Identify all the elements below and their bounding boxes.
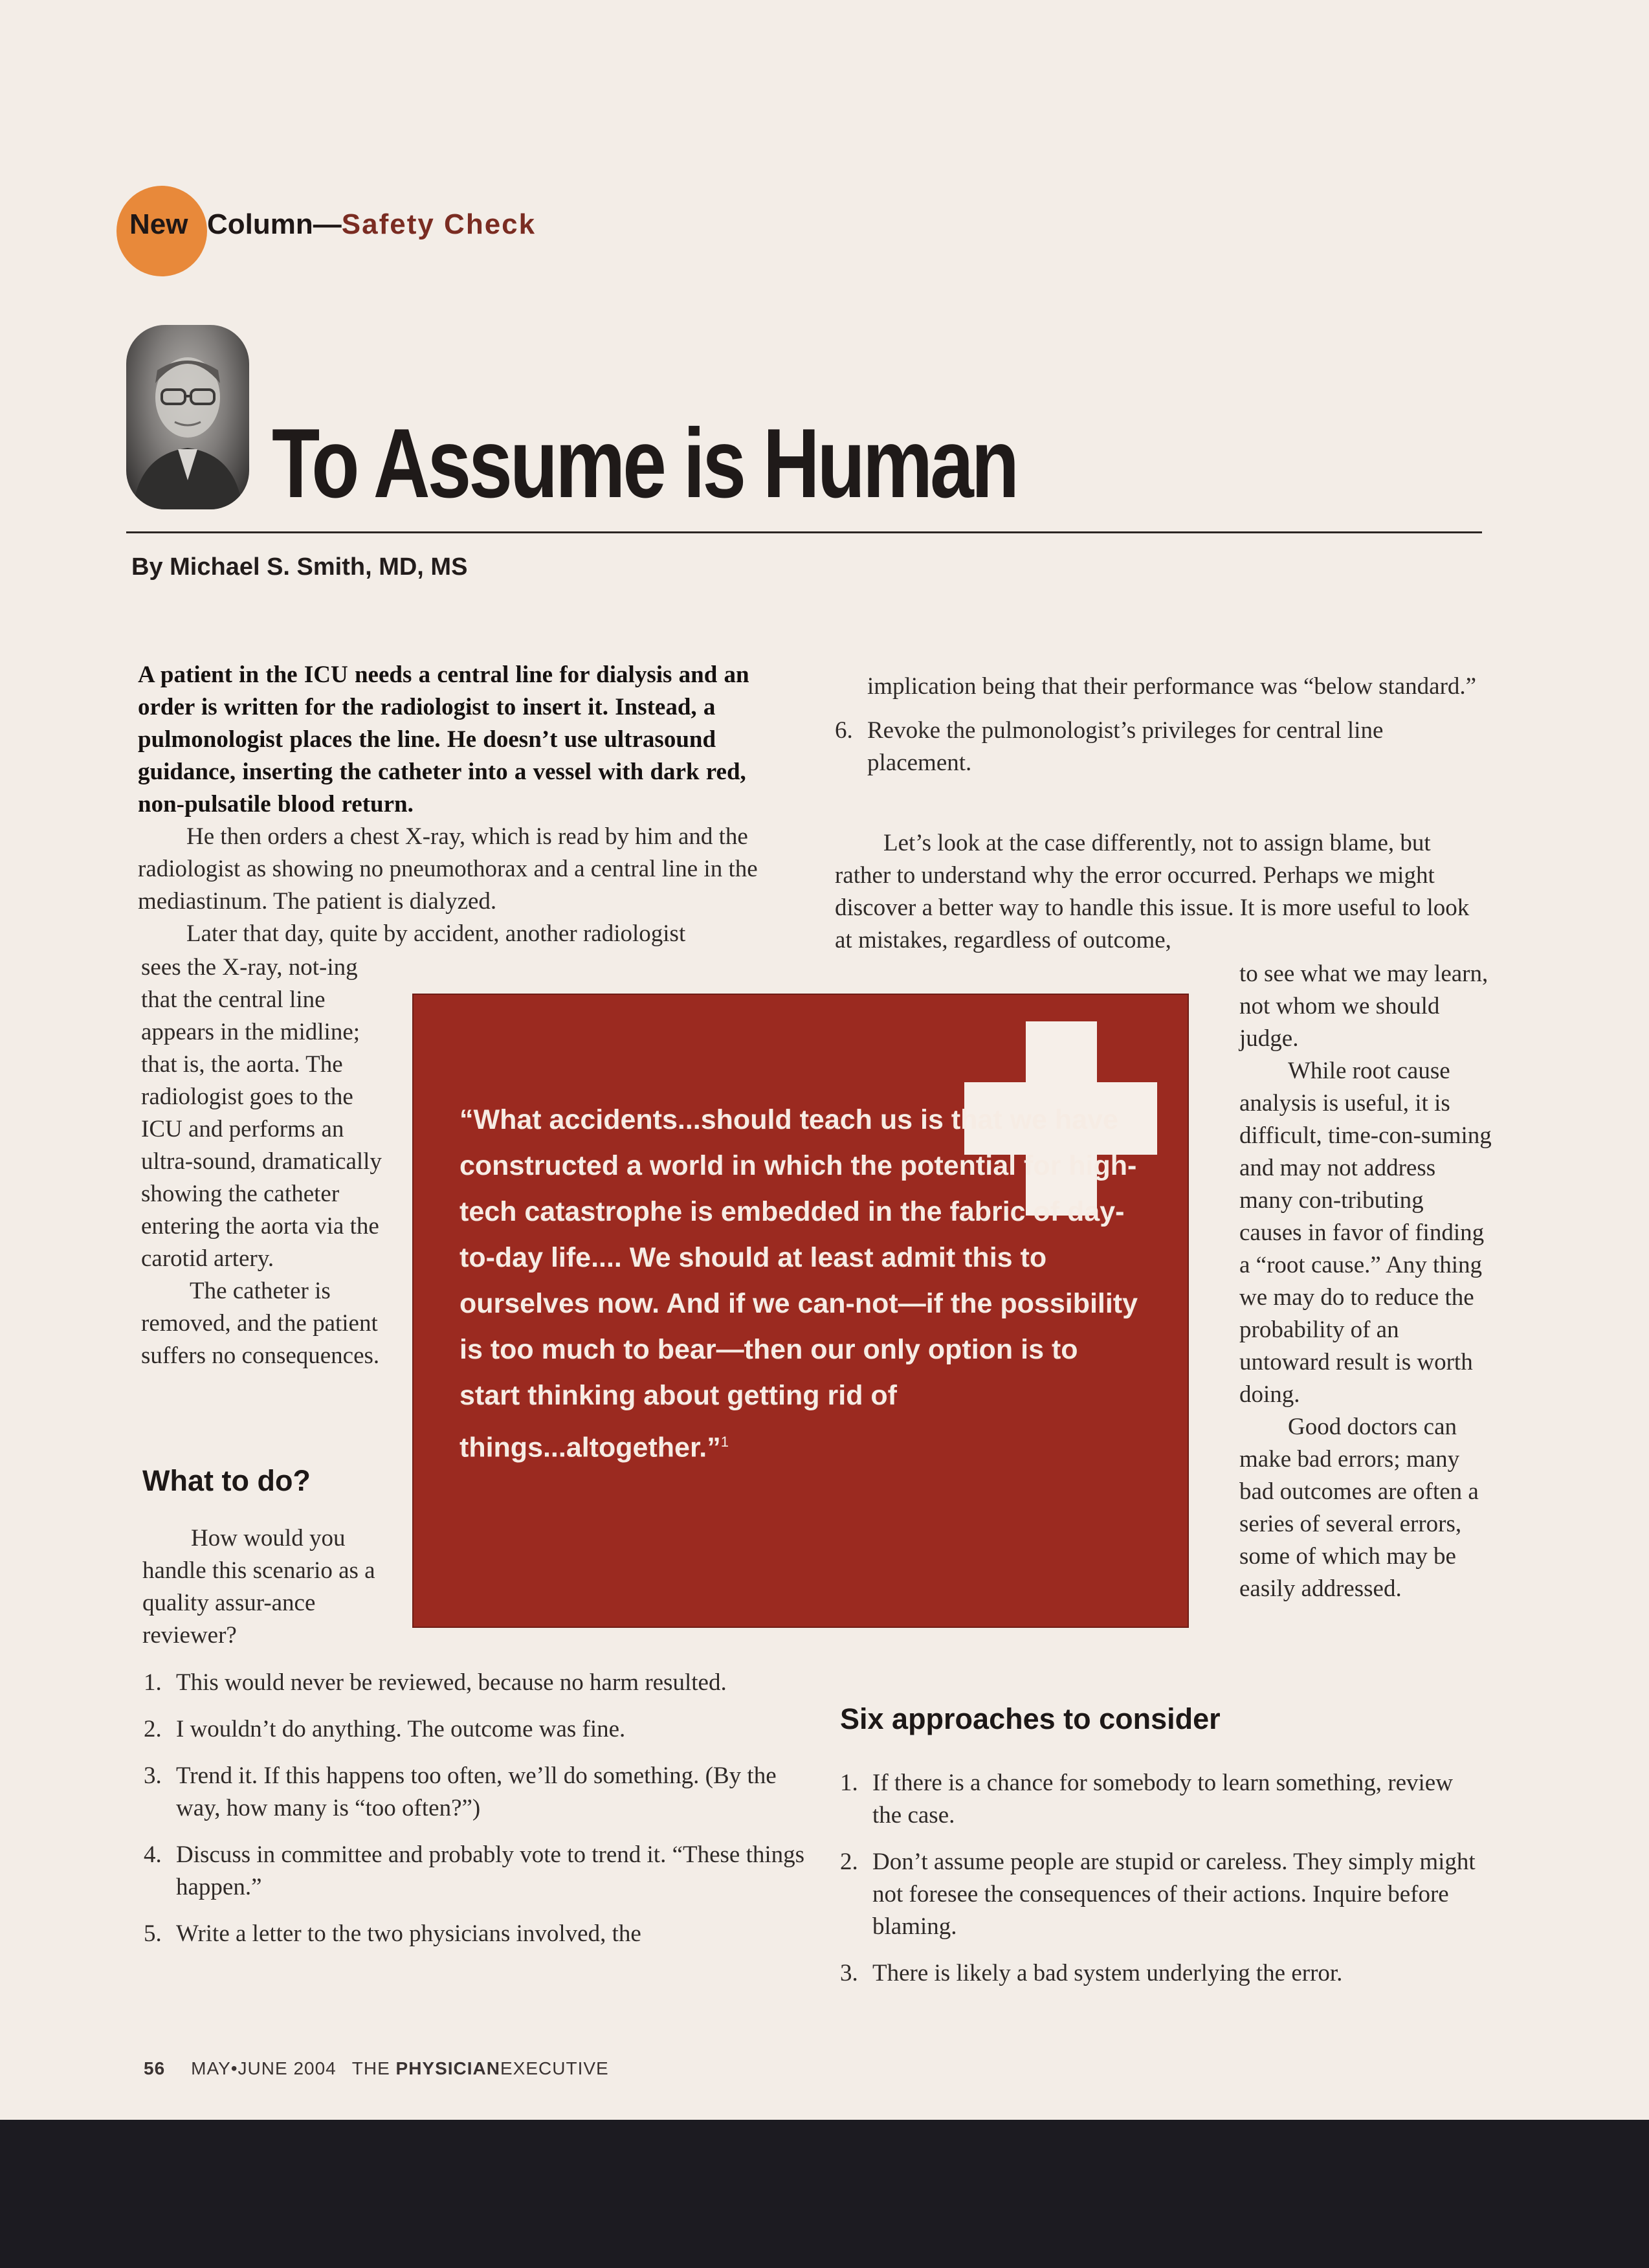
scenario-text [142,1522,375,1652]
list-text: implication being that their performance was “below standard.” [867,673,1477,700]
list-text: Write a letter to the two physicians involved, the [176,1920,641,1947]
list-item [840,1767,1487,1832]
list-number: 1. [840,1770,858,1796]
list-item [144,1667,817,1699]
scanner-background [0,2120,1649,2268]
list-text: If there is a chance for somebody to learn something, review the case. [872,1770,1453,1829]
list-number: 2. [840,1849,858,1875]
page-footer [144,2058,609,2079]
list-text: Revoke the pulmonologist’s privileges for central line placement. [867,717,1384,776]
publication-executive: EXECUTIVE [500,2058,609,2078]
list-text: I wouldn’t do anything. The outcome was fine. [176,1716,626,1742]
badge-new-label: New [129,208,188,240]
continued-list [835,671,1489,779]
issue-date: MAY•JUNE 2004 [191,2058,337,2078]
list-item [840,1957,1487,1990]
list-item [144,1839,817,1904]
narrow-text-right [1239,958,1492,1605]
body-paragraph: to see what we may learn, not whom we should judge. [1239,961,1489,1052]
body-paragraph: Let’s look at the case differently, not to assign blame, but rather to understand why the error occurred. Perhaps we might discover a better way to handle this issue. It is more useful to look at mistakes, regardless of outcome, [835,830,1470,953]
section-heading: Six approaches to consider [840,1702,1221,1735]
article-title: To Assume is Human [272,408,1017,518]
column-label [207,208,536,241]
list-text: This would never be reviewed, because no harm resulted. [176,1669,727,1696]
body-paragraph: Later that day, quite by accident, another radiologist [186,920,686,947]
list-item [835,715,1489,779]
author-photo [126,325,249,509]
list-item [144,1713,817,1746]
page-number: 56 [144,2058,166,2078]
list-item [840,1846,1487,1943]
list-number: 1. [144,1669,162,1696]
list-text: Don’t assume people are stupid or careless. They simply might not foresee the consequences of their actions. Inquire before blaming. [872,1849,1476,1940]
approaches-list [840,1767,1487,2004]
body-paragraph: Good doctors can make bad errors; many bad outcomes are often a series of several errors, some of which may be easily addressed. [1239,1414,1479,1602]
list-text: Trend it. If this happens too often, we’ll do something. (By the way, how many is “too often?”) [176,1762,777,1821]
analysis-paragraph [835,827,1482,957]
narrow-text-left [141,951,390,1372]
list-item-continued [835,671,1489,703]
body-paragraph: How would you handle this scenario as a quality assur-ance reviewer? [142,1525,375,1649]
byline: By Michael S. Smith, MD, MS [131,553,468,581]
section-name: Safety Check [341,208,537,240]
list-number: 3. [144,1762,162,1789]
body-paragraph: He then orders a chest X-ray, which is read by him and the radiologist as showing no pneumothorax and a central line in the mediastinum. The patient is dialyzed. [138,823,758,915]
publication-the: THE [351,2058,390,2078]
intro-text-block [138,659,791,950]
lead-paragraph: A patient in the ICU needs a central line for dialysis and an order is written for the radiologist to insert it. Instead, a pulmonologist places the line. He doesn’t use ultrasound guidance, inserting the catheter into a vessel with dark red, non-pulsatile blood return. [138,662,749,817]
author-portrait-illustration [126,325,249,509]
column-word: Column— [207,208,342,240]
options-list-continued [835,659,1489,779]
options-list [144,1667,817,1964]
list-number: 3. [840,1960,858,1986]
list-item [144,1918,817,1950]
list-item [144,1760,817,1825]
list-number: 5. [144,1920,162,1947]
quote-body: “What accidents...should teach us is that we have constructed a world in which the potential for high-tech catastrophe is embedded in the fabric of day-to-day life.... We should at least admit this to ourselves now. And if we can-not—if the possibility is too much to bear—then our only option is to start thinking about getting rid of things...altogether.” [459,1104,1138,1463]
list-text: There is likely a bad system underlying the error. [872,1960,1343,1986]
list-number: 4. [144,1841,162,1868]
pull-quote-text [459,1097,1145,1471]
publication-physician: PHYSICIAN [395,2058,500,2078]
title-divider [126,531,1482,533]
body-paragraph: While root cause analysis is useful, it is difficult, time-con-suming and may not address many con-tributing causes in favor of finding a “root cause.” Any thing we may do to reduce the probability of an untoward result is worth doing. [1239,1058,1492,1408]
list-number: 6. [835,717,853,744]
list-text: Discuss in committee and probably vote to trend it. “These things happen.” [176,1841,805,1900]
list-number: 2. [144,1716,162,1742]
section-heading: What to do? [142,1464,311,1497]
body-paragraph: The catheter is removed, and the patient suffers no consequences. [141,1278,380,1369]
body-paragraph: sees the X-ray, not-ing that the central line appears in the midline; that is, the aorta. The radiologist goes to the ICU and performs an ultra-sound, dramatically showing the catheter entering the aorta via the carotid artery. [141,954,382,1272]
footnote-marker: 1 [720,1434,729,1450]
